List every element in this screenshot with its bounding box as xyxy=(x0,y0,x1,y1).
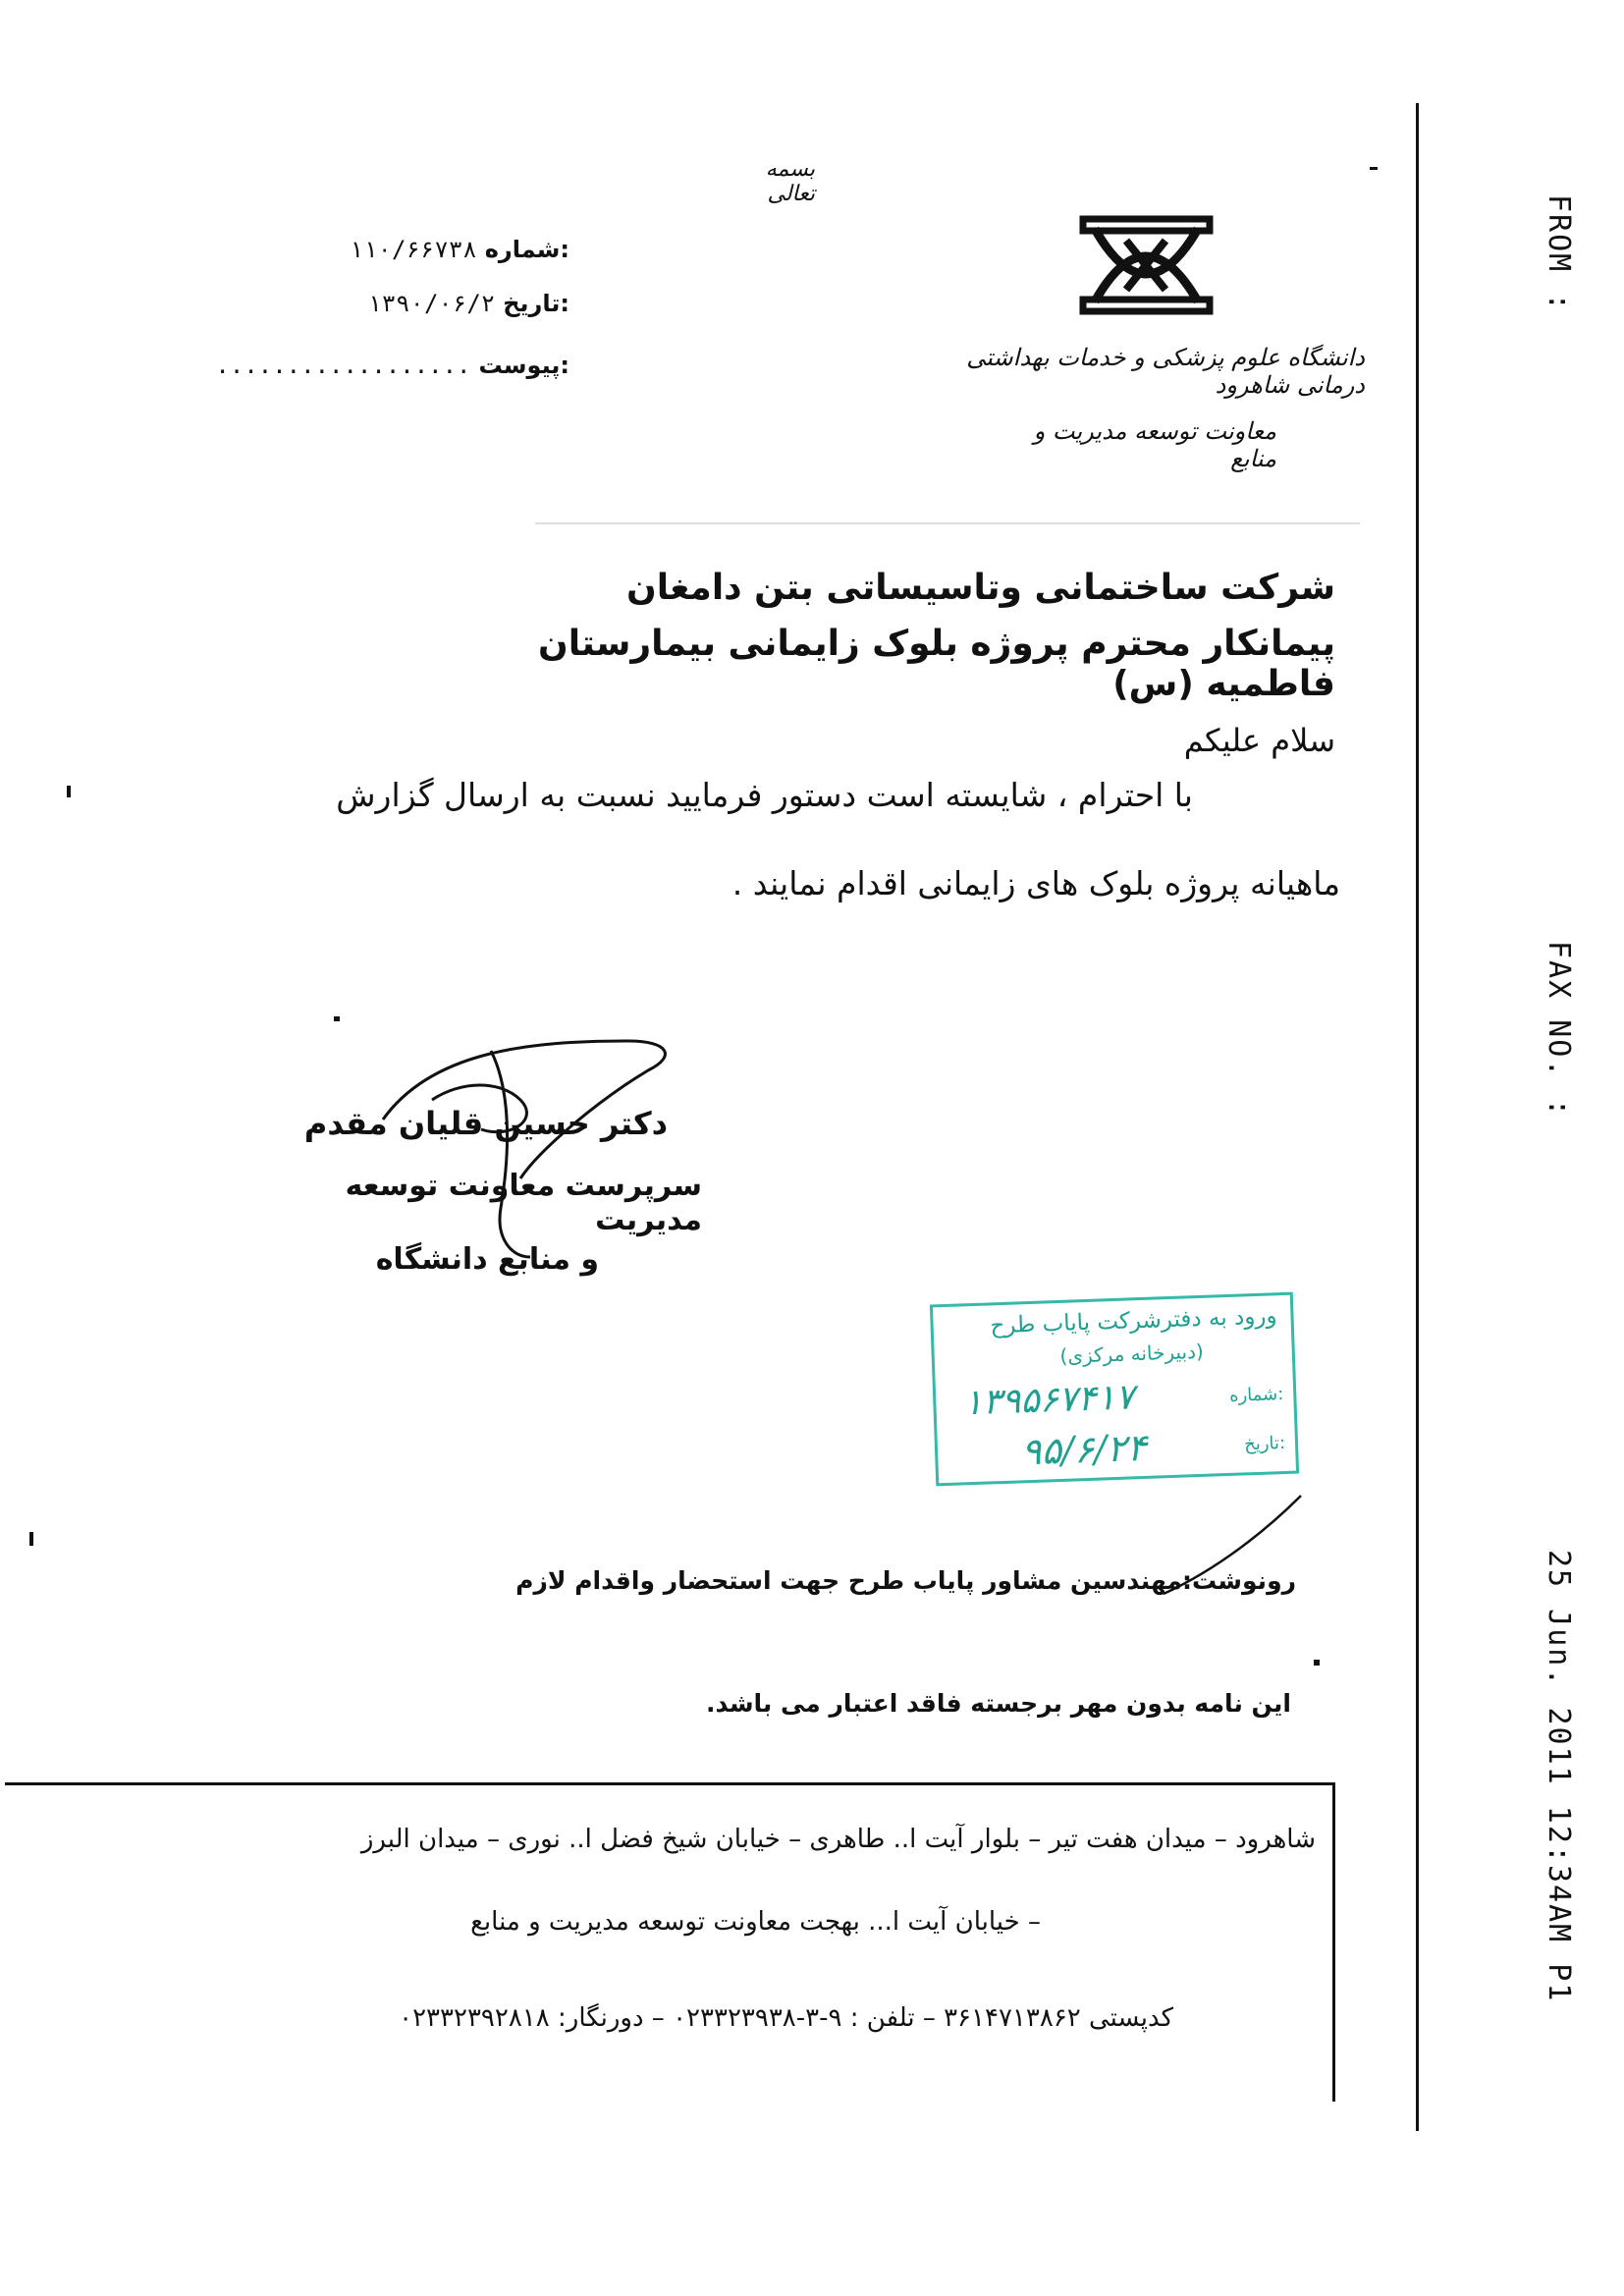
letter-number xyxy=(245,236,569,263)
footer-address-line-2: – خیابان آیت ا... بهجت معاونت توسعه مدیریت و منابع xyxy=(470,1907,1041,1937)
stamp-title: ورود به دفترشرکت پایاب طرح xyxy=(990,1303,1277,1339)
letter-attachment-label: پیوست: xyxy=(478,352,569,379)
scan-speck xyxy=(29,1532,33,1546)
body-line-2: ماهیانه پروژه بلوک های زایمانی اقدام نمایند . xyxy=(731,864,1340,902)
deputy-office-name: معاونت توسعه مدیریت و منابع xyxy=(1033,417,1276,472)
signatory-name: دکتر حسین قلیان مقدم xyxy=(303,1105,668,1142)
letter-attachment-value: .................. xyxy=(215,352,471,379)
recipient-title: پیمانکار محترم پروژه بلوک زایمانی بیمارستان فاطمیه (س) xyxy=(538,624,1335,704)
university-emblem-icon xyxy=(1075,201,1218,329)
stamp-number-label: شماره: xyxy=(1228,1383,1284,1406)
stamp-subtitle: (دبیرخانه مرکزی) xyxy=(1059,1339,1205,1368)
fax-from-label: FROM : xyxy=(1542,194,1576,313)
footer-address-line-1: شاهرود – میدان هفت تیر – بلوار آیت ا.. طاهری – خیابان شیخ فضل ا.. نوری – میدان البرز xyxy=(360,1825,1316,1854)
greeting: سلام علیکم xyxy=(1183,722,1335,759)
letter-attachment xyxy=(215,352,569,379)
stamp-number-value: ۱۳۹۵۶۷۴۱۷ xyxy=(962,1377,1136,1424)
recipient-company: شرکت ساختمانی وتاسیساتی بتن دامغان xyxy=(625,568,1335,608)
signatory-position: سرپرست معاونت توسعه مدیریت xyxy=(345,1169,702,1237)
scan-speck xyxy=(67,786,71,797)
body-line-1: با احترام ، شایسته است دستور فرمایید نسبت به ارسال گزارش xyxy=(336,776,1193,814)
fax-margin-rule xyxy=(1416,103,1419,2131)
scan-speck xyxy=(1314,1660,1320,1666)
letter-date xyxy=(245,290,569,317)
scan-speck xyxy=(334,1016,340,1021)
stamp-date-label: تاریخ: xyxy=(1243,1432,1286,1455)
scan-speck xyxy=(1370,167,1378,170)
fax-timestamp: 25 Jun. 2011 12:34AM P1 xyxy=(1542,1550,1576,2003)
validity-note: این نامه بدون مهر برجسته فاقد اعتبار می باشد. xyxy=(706,1689,1291,1718)
letter-number-value: ۱۱۰/۶۶۷۳۸ xyxy=(349,236,477,263)
stamp-date-value: ۹۵/۶/۲۴ xyxy=(1020,1425,1148,1474)
letter-date-label: تاریخ: xyxy=(503,290,569,317)
invocation-text: بسمه تعالی xyxy=(765,157,815,206)
carbon-copy-line: رونوشت:مهندسین مشاور پایاب طرح جهت استحضار واقدام لازم xyxy=(515,1566,1296,1595)
letter-number-label: شماره: xyxy=(484,236,569,263)
letter-date-value: ۱۳۹۰/۰۶/۲ xyxy=(367,290,496,317)
header-divider xyxy=(535,522,1360,524)
university-name: دانشگاه علوم پزشکی و خدمات بهداشتی درمانی شاهرود xyxy=(966,344,1365,399)
footer-contact-line: کدپستی ۳۶۱۴۷۱۳۸۶۲ – تلفن : ۹-۳-۰۲۳۳۲۳۹۳۸ – دورنگار: ۰۲۳۳۲۳۹۲۸۱۸ xyxy=(399,2003,1173,2033)
received-stamp xyxy=(930,1292,1299,1487)
signatory-position-2: و منابع دانشگاه xyxy=(375,1242,599,1277)
fax-number-label: FAX NO. : xyxy=(1542,941,1576,1119)
